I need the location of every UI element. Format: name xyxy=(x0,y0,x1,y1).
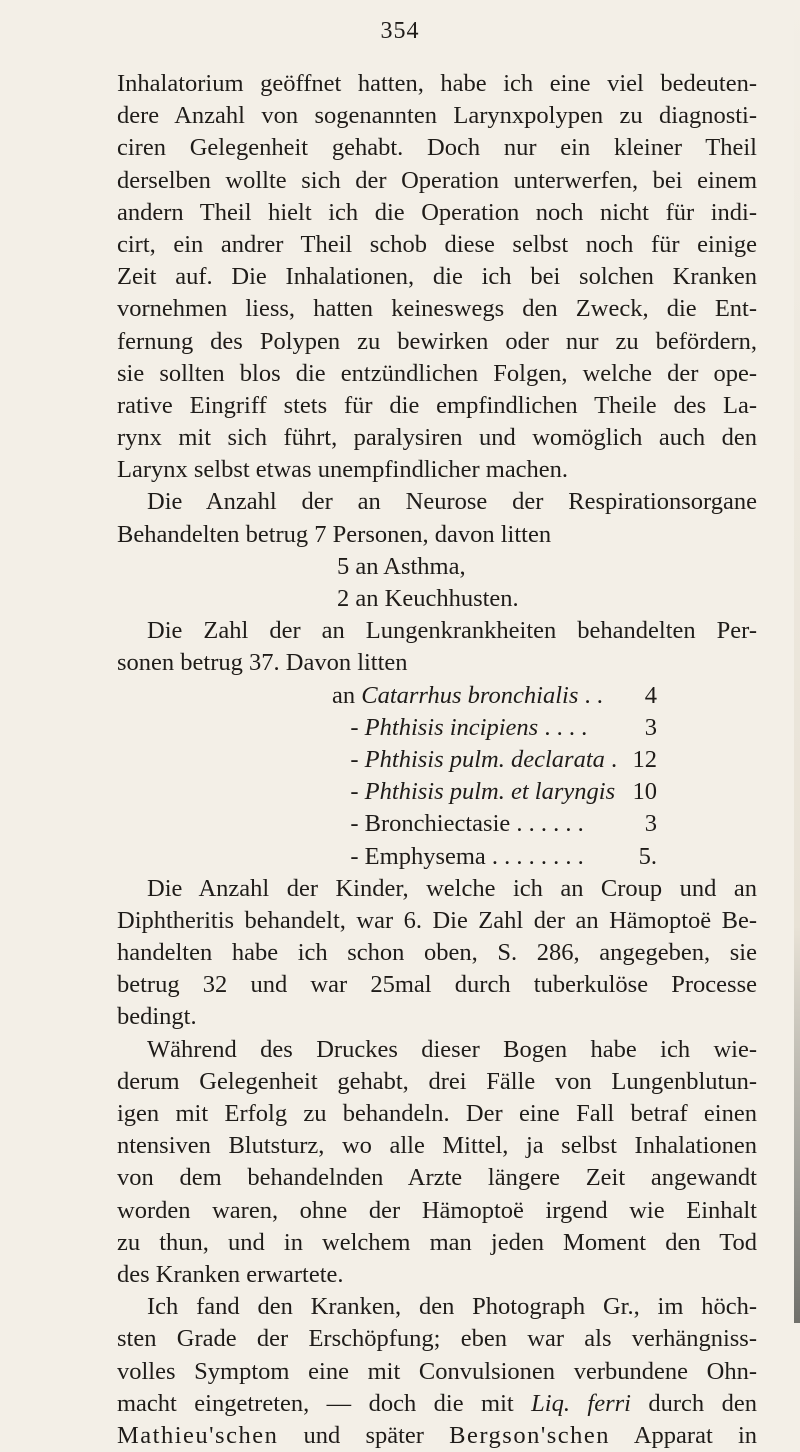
list-item xyxy=(117,712,657,744)
list-item-dots: . xyxy=(604,745,618,773)
text-line: zu thun, und in welchem man jeden Moment den Tod xyxy=(117,1228,757,1256)
list-item-dots: . . . . . . xyxy=(510,810,584,838)
text-line: betrug 32 und war 25mal durch tuberkulöse Processe xyxy=(117,971,757,999)
text-line: andern Theil hielt ich die Operation noch nicht für indi- xyxy=(117,198,757,226)
text-line: handelten habe ich schon oben, S. 286, angegeben, sie xyxy=(117,939,757,967)
disease-list xyxy=(117,680,757,873)
list-item-label: Catarrhus bronchialis xyxy=(361,681,579,709)
text-line: sonen betrug 37. Davon litten xyxy=(117,649,408,677)
text-line: sie sollten blos die entzündlichen Folgen, welche der ope- xyxy=(117,359,757,387)
text-segment: und später xyxy=(278,1421,450,1449)
page-edge-shadow xyxy=(794,0,800,1323)
text-line: Die Anzahl der an Neurose der Respirationsorgane xyxy=(147,488,757,516)
text-line: Diphtheritis behandelt, war 6. Die Zahl der an Hämoptoë Be- xyxy=(117,906,757,934)
text-line: igen mit Erfolg zu behandeln. Der eine Fall betraf einen xyxy=(117,1100,757,1127)
text-line xyxy=(117,1388,757,1420)
list-item-value: 12 xyxy=(632,745,657,773)
text-line: sten Grade der Erschöpfung; eben war als verhängniss- xyxy=(117,1325,757,1353)
text-segment: macht eingetreten, — doch die mit xyxy=(117,1389,532,1417)
text-line xyxy=(117,1420,757,1452)
text-line: Die Zahl der an Lungenkrankheiten behandelten Per- xyxy=(147,617,757,645)
text-segment-spaced: Bergson'schen xyxy=(449,1421,611,1449)
list-item xyxy=(117,776,657,808)
text-line: rative Eingriff stets für die empfindlichen Theile des La- xyxy=(117,391,757,419)
list-item-prefix: - xyxy=(350,842,359,870)
text-line: fernung des Polypen zu bewirken oder nur zu befördern, xyxy=(117,327,757,355)
text-line: Zeit auf. Die Inhalationen, die ich bei solchen Kranken xyxy=(117,263,757,291)
list-item-prefix: - xyxy=(350,810,359,838)
page-body xyxy=(117,68,757,1452)
list-item-label: Phthisis incipiens xyxy=(364,713,539,741)
list-item-value: 10 xyxy=(632,778,657,806)
list-item xyxy=(117,680,657,712)
text-line: derum Gelegenheit gehabt, drei Fälle von Lungenblutun- xyxy=(117,1067,757,1095)
text-line: 2 an Keuchhusten. xyxy=(337,585,519,612)
text-line: Während des Druckes dieser Bogen habe ich wie- xyxy=(147,1035,757,1063)
text-line: von dem behandelnden Arzte längere Zeit angewandt xyxy=(117,1164,757,1192)
text-segment-spaced: Mathieu'schen xyxy=(117,1421,279,1449)
text-line: ciren Gelegenheit gehabt. Doch nur ein kleiner Theil xyxy=(117,134,757,162)
text-line: 5 an Asthma, xyxy=(337,552,466,580)
list-item xyxy=(117,841,657,873)
text-line: ntensiven Blutsturz, wo alle Mittel, ja selbst Inhalationen xyxy=(117,1132,757,1160)
text-line: vornehmen liess, hatten keineswegs den Zweck, die Ent- xyxy=(117,295,757,323)
text-line: cirt, ein andrer Theil schob diese selbst noch für einige xyxy=(117,230,757,258)
list-item-value: 3 xyxy=(644,713,657,741)
text-line: Inhalatorium geöffnet hatten, habe ich eine viel bedeuten- xyxy=(117,70,757,97)
list-item xyxy=(117,744,657,776)
list-item-prefix: - xyxy=(350,713,359,741)
text-line: worden waren, ohne der Hämoptoë irgend wie Einhalt xyxy=(117,1196,757,1224)
text-line: derselben wollte sich der Operation unterwerfen, bei einem xyxy=(117,166,757,194)
text-line: Behandelten betrug 7 Personen, davon litten xyxy=(117,520,552,548)
text-segment: durch den xyxy=(630,1389,757,1417)
text-line: rynx mit sich führt, paralysiren und womöglich auch den xyxy=(117,424,757,452)
list-item-value: 3 xyxy=(644,810,657,838)
list-item-prefix: - xyxy=(350,778,359,806)
text-segment: Apparat in xyxy=(610,1421,757,1449)
list-item-dots: . . . . xyxy=(538,713,588,741)
text-segment-italic: Liq. ferri xyxy=(531,1389,631,1417)
list-item-label: Phthisis pulm. declarata xyxy=(364,745,605,773)
list-item-value: 5. xyxy=(638,842,657,870)
list-item-prefix: an xyxy=(332,681,356,709)
list-item-label: Emphysema xyxy=(364,842,486,870)
list-item-label: Bronchiectasie xyxy=(364,810,511,838)
page-number: 354 xyxy=(380,18,420,44)
text-line: bedingt. xyxy=(117,1003,197,1031)
list-item-label: Phthisis pulm. et laryngis xyxy=(364,778,616,806)
text-line: dere Anzahl von sogenannten Larynxpolypen zu diagnosti- xyxy=(117,102,757,130)
list-item-value: 4 xyxy=(644,681,657,709)
list-item-prefix: - xyxy=(350,745,359,773)
text-line: des Kranken erwartete. xyxy=(117,1260,344,1288)
list-item-dots: . . xyxy=(578,681,603,709)
text-line: Ich fand den Kranken, den Photograph Gr., im höch- xyxy=(147,1293,757,1321)
text-line: Die Anzahl der Kinder, welche ich an Croup und an xyxy=(147,874,757,902)
text-line: volles Symptom eine mit Convulsionen verbundene Ohn- xyxy=(117,1357,757,1385)
list-item xyxy=(117,808,657,840)
text-line: Larynx selbst etwas unempfindlicher machen. xyxy=(117,456,569,484)
list-item-dots: . . . . . . . . xyxy=(485,842,584,870)
